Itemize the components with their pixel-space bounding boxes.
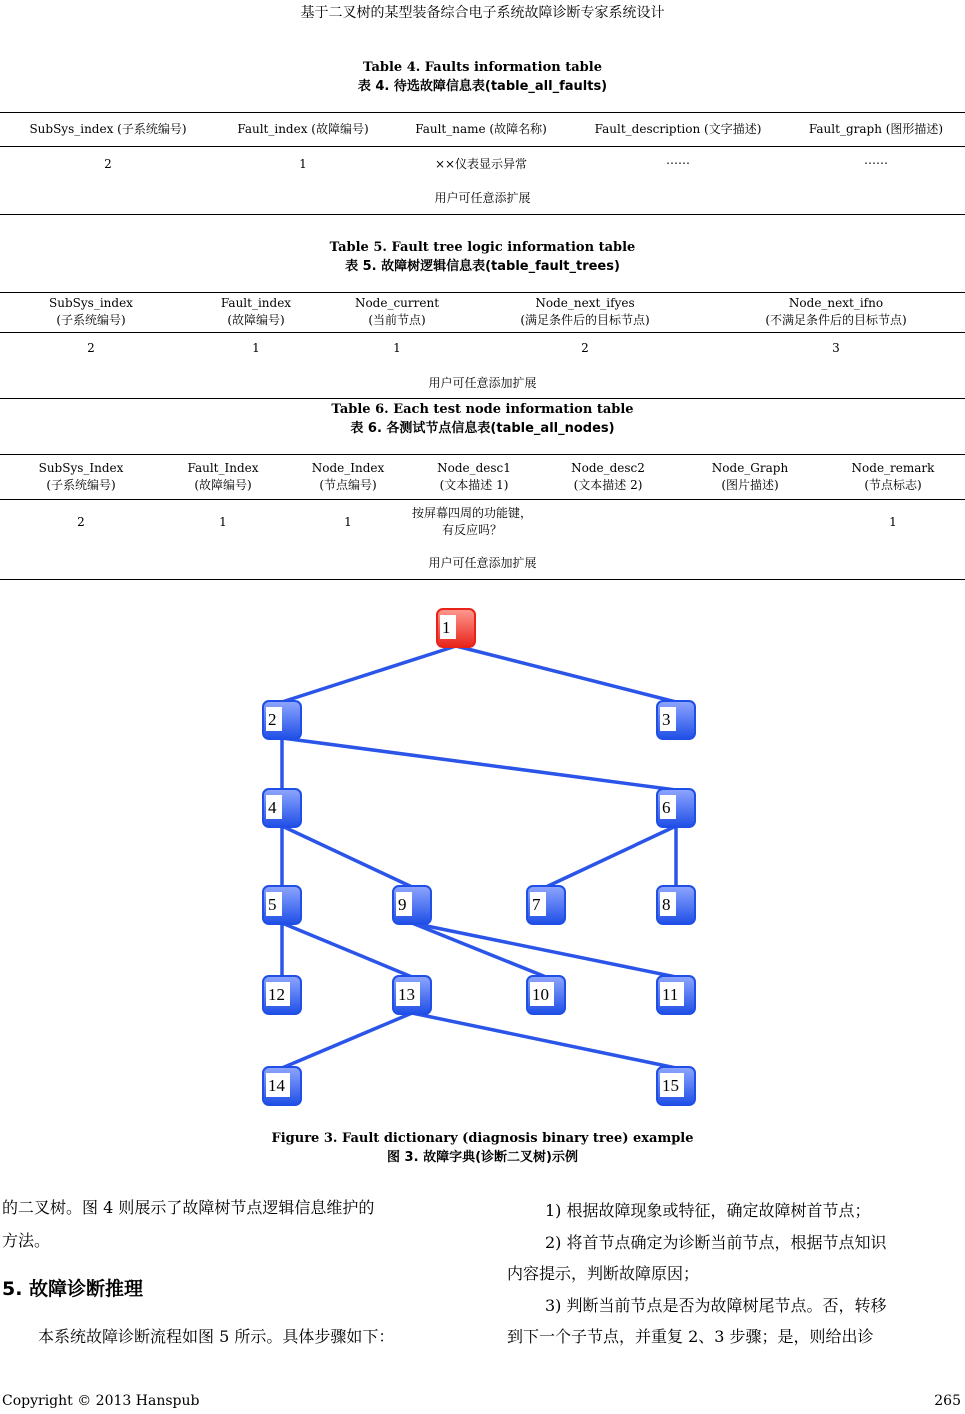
table4-top-rule [0,112,965,113]
figure3-caption-cn: 图 3. 故障字典(诊断二叉树)示例 [387,1150,578,1165]
table5-top-rule [0,292,965,293]
tree-edge [412,1013,676,1068]
table4-cell: 1 [299,157,307,171]
tree-node [657,701,695,739]
tree-node [657,1067,695,1105]
table5-mid-rule [0,332,965,333]
tree-edges [282,646,679,1068]
table4-caption-en: Table 4. Faults information table [363,60,602,75]
table6-header-cell: Node_Index (节点编号) [311,461,385,492]
table5-header-cell: SubSys_index (子系统编号) [49,296,133,327]
table5-header-cell: Node_current (当前节点) [354,296,440,327]
table6-mid-rule [0,499,965,500]
right-col-line: 2) 将首节点确定为诊断当前节点，根据节点知识 [545,1233,887,1252]
table5-cell: 2 [581,341,589,355]
table5-cell: 1 [393,341,401,355]
tree-node [393,886,431,924]
table5-cell: 2 [87,341,95,355]
table4-cell: ××仪表显示异常 [434,157,528,171]
tree-edge [282,923,412,977]
tree-node [263,976,301,1014]
tree-node [527,976,565,1014]
table6-cell: 1 [889,515,897,529]
table6-caption-cn: 表 6. 各测试节点信息表(table_all_nodes) [350,421,615,436]
table6-header-cell: Node_Graph (图片描述) [711,461,789,492]
page-number: 265 [934,1393,961,1409]
tree-node [657,886,695,924]
tree-node [263,886,301,924]
right-col-line: 1) 根据故障现象或特征，确定故障树首节点； [545,1201,871,1220]
tree-node-label: 2 [268,710,277,729]
table5-cell: 1 [252,341,260,355]
table6-cell: 2 [77,515,85,529]
right-col-line: 内容提示，判断故障原因； [507,1264,700,1283]
tree-edge [282,646,456,702]
table4-caption-cn: 表 4. 待选故障信息表(table_all_faults) [357,79,608,94]
tree-nodes [263,609,695,1105]
table6-top-rule [0,454,965,455]
tree-node-label: 7 [532,895,541,914]
table6-header-cell: Fault_Index (故障编号) [187,461,259,492]
tree-node [263,701,301,739]
tree-node-label: 10 [532,985,549,1004]
tree-edge [412,923,676,977]
table4-bottom-rule [0,214,965,215]
tree-node [263,789,301,827]
table6-header-cell: Node_desc2 (文本描述 2) [571,461,645,492]
table6-bottom-rule [0,579,965,580]
left-col-line1: 的二叉树。图 4 则展示了故障树节点逻辑信息维护的 [2,1198,375,1217]
table5-caption-cn: 表 5. 故障树逻辑信息表(table_fault_trees) [345,259,620,274]
table6-cell: 1 [219,515,227,529]
fault-tree-figure [258,598,708,1123]
table4-header-cell: Fault_graph (图形描述) [808,122,944,136]
tree-node-label: 5 [268,895,277,914]
tree-node-label: 11 [662,985,679,1004]
right-col-line: 到下一个子节点，并重复 2、3 步骤；是，则给出诊 [507,1327,874,1346]
tree-node [657,789,695,827]
figure3-caption-en: Figure 3. Fault dictionary (diagnosis binary tree) example [271,1131,694,1146]
tree-node-label: 14 [268,1076,285,1095]
tree-node [437,609,475,647]
table4-cell: …… [864,153,888,167]
tree-node-label: 6 [662,798,671,817]
tree-node-label: 13 [398,985,415,1004]
table4-header-cell: SubSys_index (子系统编号) [29,122,187,136]
table5-cell: 3 [832,341,840,355]
tree-node-label: 9 [398,895,407,914]
copyright: Copyright © 2013 Hanspub [2,1393,200,1409]
right-col-line: 3) 判断当前节点是否为故障树尾节点。否，转移 [545,1296,887,1315]
tree-node-label: 15 [662,1076,679,1095]
table4-header-cell: Fault_description (文字描述) [594,122,762,136]
tree-edge [282,826,412,887]
table5-header-cell: Node_next_ifyes (满足条件后的目标节点) [520,296,650,327]
left-col-line2: 方法。 [2,1231,51,1250]
table6-header-cell: SubSys_Index (子系统编号) [38,461,124,492]
tree-node [393,976,431,1014]
table5-caption-en: Table 5. Fault tree logic information table [329,240,636,255]
table6-caption-en: Table 6. Each test node information table [331,402,634,417]
tree-node [527,886,565,924]
table5-header-cell: Fault_index (故障编号) [220,296,292,327]
table6-header-cell: Node_desc1 (文本描述 1) [437,461,511,492]
table4-note: 用户可任意添扩展 [434,191,531,205]
tree-node-label: 1 [442,618,451,637]
left-col-paragraph: 本系统故障诊断流程如图 5 所示。具体步骤如下： [38,1327,395,1346]
tree-edge [282,1013,412,1068]
running-header: 基于二叉树的某型装备综合电子系统故障诊断专家系统设计 [300,5,665,21]
table4-mid-rule [0,146,965,147]
table5-note: 用户可任意添加扩展 [428,376,537,390]
table4-header-cell: Fault_index (故障编号) [237,122,369,136]
tree-node-label: 3 [662,710,671,729]
table6-cell: 1 [344,515,352,529]
tree-node-label: 12 [268,985,285,1004]
table4-cell: …… [666,153,690,167]
tree-node-label: 8 [662,895,671,914]
tree-edge [412,923,546,977]
tree-edge [456,646,676,702]
table4-cell: 2 [104,157,112,171]
tree-node [263,1067,301,1105]
table6-cell: 按屏幕四周的功能键，有反应吗？ [411,506,532,537]
tree-edge [546,826,676,887]
section-heading: 5. 故障诊断推理 [2,1278,144,1300]
tree-node-label: 4 [268,798,277,817]
table5-header-cell: Node_next_ifno (不满足条件后的目标节点) [765,296,907,327]
table5-bottom-rule [0,398,965,399]
table4-header-cell: Fault_name (故障名称) [415,122,547,136]
tree-node [657,976,695,1014]
table6-header-cell: Node_remark (节点标志) [851,461,935,492]
table6-note: 用户可任意添加扩展 [428,556,537,570]
tree-edge [282,738,676,790]
